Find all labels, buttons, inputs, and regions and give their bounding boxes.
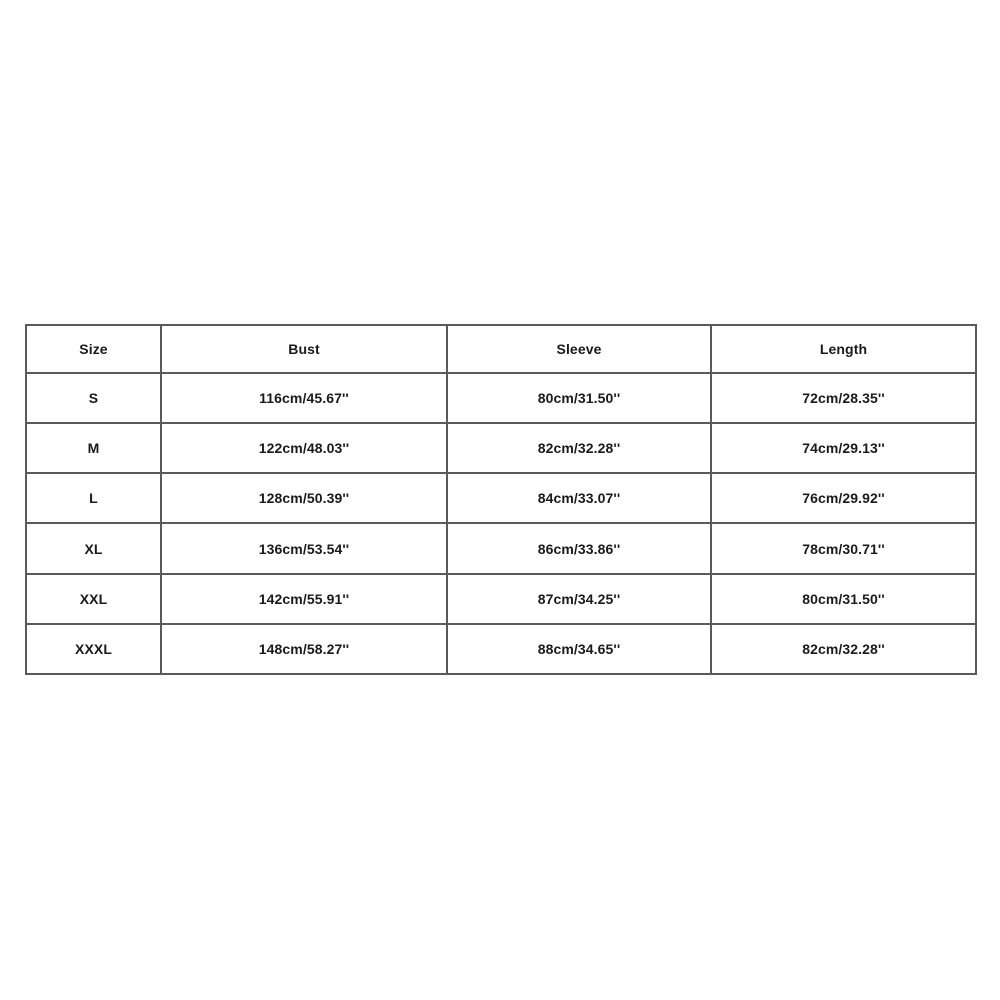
bust-cell: 142cm/55.91'' [161, 574, 447, 624]
table-row [26, 624, 976, 674]
table-row [26, 574, 976, 624]
sleeve-cell: 88cm/34.65'' [447, 624, 711, 674]
sleeve-cell: 87cm/34.25'' [447, 574, 711, 624]
header-sleeve: Sleeve [447, 325, 711, 373]
table-row [26, 473, 976, 523]
size-cell: XXXL [26, 624, 161, 674]
size-chart-table [25, 324, 977, 675]
length-cell: 82cm/32.28'' [711, 624, 976, 674]
table-row [26, 523, 976, 573]
length-cell: 72cm/28.35'' [711, 373, 976, 423]
bust-cell: 122cm/48.03'' [161, 423, 447, 473]
bust-cell: 148cm/58.27'' [161, 624, 447, 674]
sleeve-cell: 82cm/32.28'' [447, 423, 711, 473]
header-length: Length [711, 325, 976, 373]
bust-cell: 116cm/45.67'' [161, 373, 447, 423]
header-size: Size [26, 325, 161, 373]
size-cell: XL [26, 523, 161, 573]
size-cell: M [26, 423, 161, 473]
bust-cell: 128cm/50.39'' [161, 473, 447, 523]
size-cell: XXL [26, 574, 161, 624]
sleeve-cell: 80cm/31.50'' [447, 373, 711, 423]
length-cell: 76cm/29.92'' [711, 473, 976, 523]
sleeve-cell: 86cm/33.86'' [447, 523, 711, 573]
table-header-row [26, 325, 976, 373]
sleeve-cell: 84cm/33.07'' [447, 473, 711, 523]
length-cell: 80cm/31.50'' [711, 574, 976, 624]
bust-cell: 136cm/53.54'' [161, 523, 447, 573]
header-bust: Bust [161, 325, 447, 373]
table-row [26, 373, 976, 423]
size-cell: L [26, 473, 161, 523]
size-cell: S [26, 373, 161, 423]
length-cell: 78cm/30.71'' [711, 523, 976, 573]
length-cell: 74cm/29.13'' [711, 423, 976, 473]
table-row [26, 423, 976, 473]
